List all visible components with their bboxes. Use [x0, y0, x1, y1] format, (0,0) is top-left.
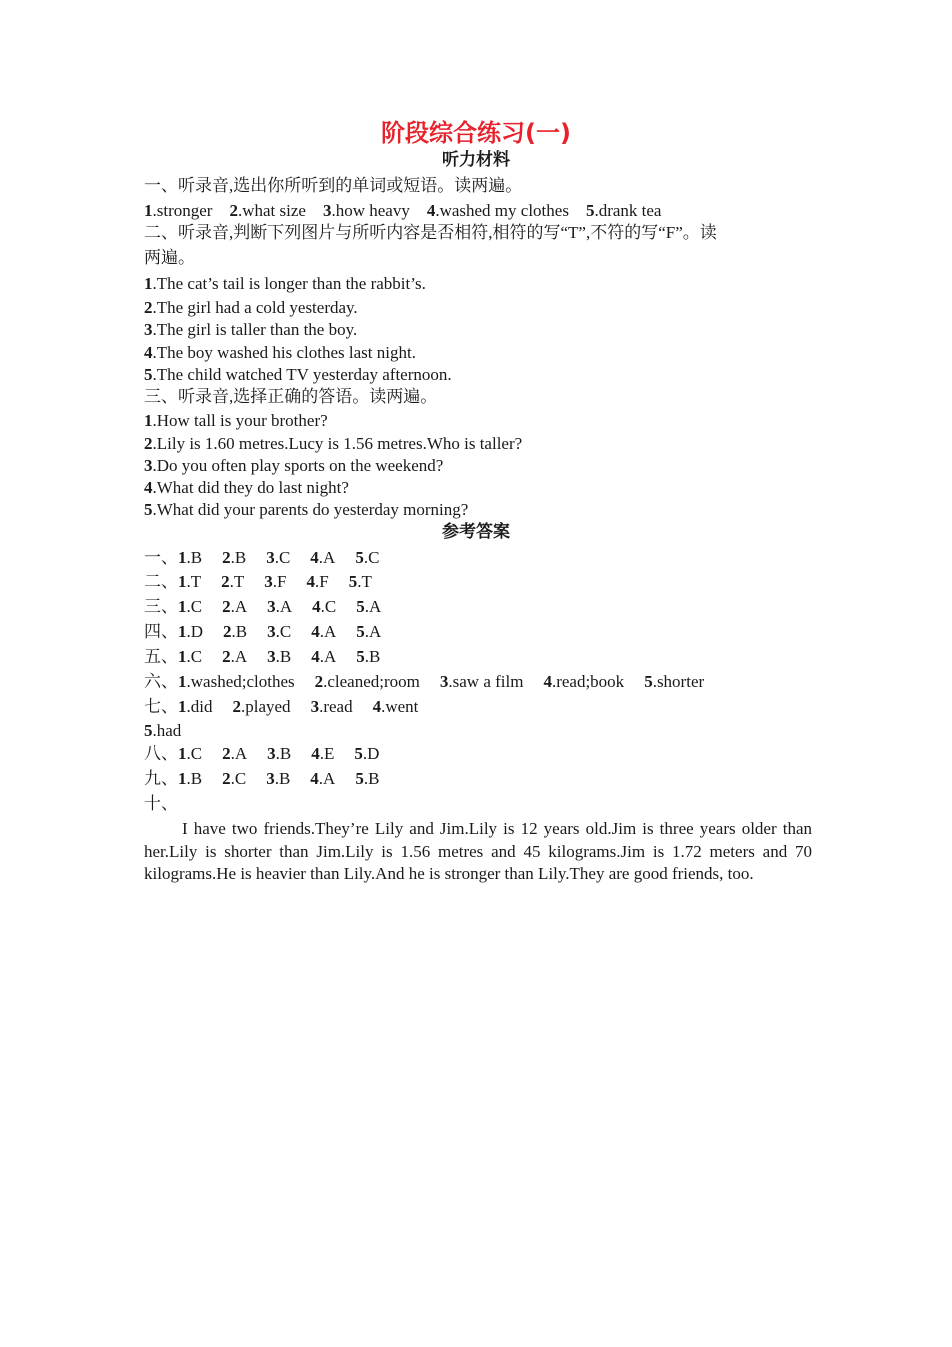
- answer-value: A: [369, 622, 382, 641]
- answers-heading: 参考答案: [442, 522, 510, 542]
- answer-value: T: [361, 572, 372, 591]
- answer-row-7-wrap: 5.had: [144, 721, 182, 740]
- answer-value: B: [279, 744, 292, 763]
- answer-row-3: 三、1.C 2.A 3.A 4.C 5.A: [144, 597, 382, 616]
- answer-value: C: [278, 548, 291, 567]
- answer-value: had: [156, 721, 182, 740]
- s10-passage: I have two friends.They’re Lily and Jim.Lily is 12 years old.Jim is three years older than her.Lily is shorter than Jim.Lily is 1.56 metres and 45 kilograms.Jim is 1.72 meters and 70 kilograms.He is heavier than Lily.And he is stronger than Lily.They are good friends, too.: [144, 819, 812, 883]
- s2-item-2-text: The girl had a cold yesterday.: [156, 298, 358, 317]
- s1-item-4: washed my clothes: [439, 201, 569, 220]
- s3-item-2: 2.Lily is 1.60 metres.Lucy is 1.56 metres.Who is taller?: [144, 434, 523, 453]
- answer-value: went: [385, 697, 419, 716]
- answer-value: F: [277, 572, 287, 591]
- answer-section-10-label: 十、: [144, 794, 178, 813]
- answer-row-6: 六、1.washed;clothes 2.cleaned;room 3.saw a film 4.read;book 5.shorter: [144, 672, 705, 691]
- answer-value: B: [369, 647, 381, 666]
- answer-section-label: 九、: [144, 769, 178, 788]
- answer-row-4: 四、1.D 2.B 3.C 4.A 5.A: [144, 622, 382, 641]
- answer-value: B: [279, 647, 292, 666]
- answer-value: C: [279, 622, 292, 641]
- s3-item-4: 4.What did they do last night?: [144, 478, 349, 497]
- answer-section-label: 三、: [144, 597, 178, 616]
- answer-value: A: [234, 744, 248, 763]
- answer-row-9: 九、1.B 2.C 3.B 4.A 5.B: [144, 769, 380, 788]
- answer-value: C: [234, 769, 247, 788]
- answer-value: D: [190, 622, 204, 641]
- answer-value: C: [324, 597, 337, 616]
- s3-item-3-text: Do you often play sports on the weekend?: [156, 456, 444, 475]
- answer-value: B: [278, 769, 291, 788]
- s1-items: 1.stronger 2.what size 3.how heavy 4.washed my clothes 5.drank tea: [144, 201, 662, 220]
- s2-instruction-line2: 两遍。: [144, 248, 195, 267]
- answer-value: A: [279, 597, 293, 616]
- s3-instruction: 三、听录音,选择正确的答语。读两遍。: [144, 387, 438, 406]
- answer-value: A: [323, 647, 337, 666]
- s2-item-1-text: The cat’s tail is longer than the rabbit’s.: [156, 274, 426, 293]
- answer-value: B: [368, 769, 380, 788]
- answer-section-label: 六、: [144, 672, 178, 691]
- answer-value: A: [369, 597, 382, 616]
- answer-value: shorter: [656, 672, 705, 691]
- answer-row-1: 一、1.B 2.B 3.C 4.A 5.C: [144, 548, 380, 567]
- answer-value: A: [323, 622, 337, 641]
- answer-section-label: 四、: [144, 622, 178, 641]
- s3-item-5: 5.What did your parents do yesterday morning?: [144, 500, 469, 519]
- answer-value: read;book: [556, 672, 625, 691]
- s2-item-3-text: The girl is taller than the boy.: [156, 320, 358, 339]
- page-title: 阶段综合练习(一): [381, 119, 571, 147]
- answer-value: A: [323, 548, 336, 567]
- answer-row-8: 八、1.C 2.A 3.B 4.E 5.D: [144, 744, 380, 763]
- answer-value: C: [190, 647, 203, 666]
- s2-item-5-text: The child watched TV yesterday afternoon.: [156, 365, 452, 384]
- answer-value: A: [323, 769, 336, 788]
- s1-instruction: 一、听录音,选出你所听到的单词或短语。读两遍。: [144, 176, 523, 195]
- answer-value: T: [233, 572, 245, 591]
- answer-value: saw a film: [452, 672, 524, 691]
- answer-value: T: [190, 572, 202, 591]
- answer-value: F: [319, 572, 329, 591]
- answer-value: D: [367, 744, 380, 763]
- answer-value: C: [190, 744, 203, 763]
- answer-row-5: 五、1.C 2.A 3.B 4.A 5.B: [144, 647, 381, 666]
- answer-row-7: 七、1.did 2.played 3.read 4.went: [144, 697, 419, 716]
- s3-item-1: 1.How tall is your brother?: [144, 411, 328, 430]
- answer-section-label: 五、: [144, 647, 178, 666]
- answer-value: A: [234, 597, 248, 616]
- answer-value: A: [234, 647, 248, 666]
- answer-value: did: [190, 697, 213, 716]
- s2-item-4: 4.The boy washed his clothes last night.: [144, 343, 416, 362]
- answer-value: B: [190, 769, 203, 788]
- s3-item-3: 3.Do you often play sports on the weekend?: [144, 456, 444, 475]
- s2-instruction-line1: 二、听录音,判断下列图片与所听内容是否相符,相符的写“T”,不符的写“F”。读: [144, 223, 717, 242]
- answer-value: C: [190, 597, 203, 616]
- s2-item-1: 1.The cat’s tail is longer than the rabbit’s.: [144, 274, 426, 293]
- s3-item-4-text: What did they do last night?: [156, 478, 349, 497]
- s2-item-2: 2.The girl had a cold yesterday.: [144, 298, 358, 317]
- answer-value: C: [368, 548, 380, 567]
- answer-value: cleaned;room: [327, 672, 420, 691]
- answer-row-2: 二、1.T 2.T 3.F 4.F 5.T: [144, 572, 372, 591]
- answer-value: washed;clothes: [190, 672, 295, 691]
- answer-value: played: [245, 697, 291, 716]
- s3-item-5-text: What did your parents do yesterday morning?: [156, 500, 469, 519]
- s1-item-3: how heavy: [335, 201, 410, 220]
- answer-section-label: 二、: [144, 572, 178, 591]
- answer-section-label: 八、: [144, 744, 178, 763]
- answer-value: B: [235, 622, 248, 641]
- answer-value: read: [323, 697, 353, 716]
- s3-item-1-text: How tall is your brother?: [156, 411, 328, 430]
- answer-section-label: 一、: [144, 548, 178, 567]
- s1-item-1: stronger: [156, 201, 213, 220]
- s2-item-3: 3.The girl is taller than the boy.: [144, 320, 358, 339]
- listening-heading: 听力材料: [442, 150, 510, 170]
- s1-item-2: what size: [242, 201, 306, 220]
- answer-value: B: [234, 548, 247, 567]
- s1-item-5: drank tea: [598, 201, 662, 220]
- s2-item-5: 5.The child watched TV yesterday afternoon.: [144, 365, 452, 384]
- s3-item-2-text: Lily is 1.60 metres.Lucy is 1.56 metres.Who is taller?: [156, 434, 523, 453]
- answer-value: E: [323, 744, 335, 763]
- answer-section-label: 七、: [144, 697, 178, 716]
- answer-value: B: [190, 548, 203, 567]
- s2-item-4-text: The boy washed his clothes last night.: [156, 343, 416, 362]
